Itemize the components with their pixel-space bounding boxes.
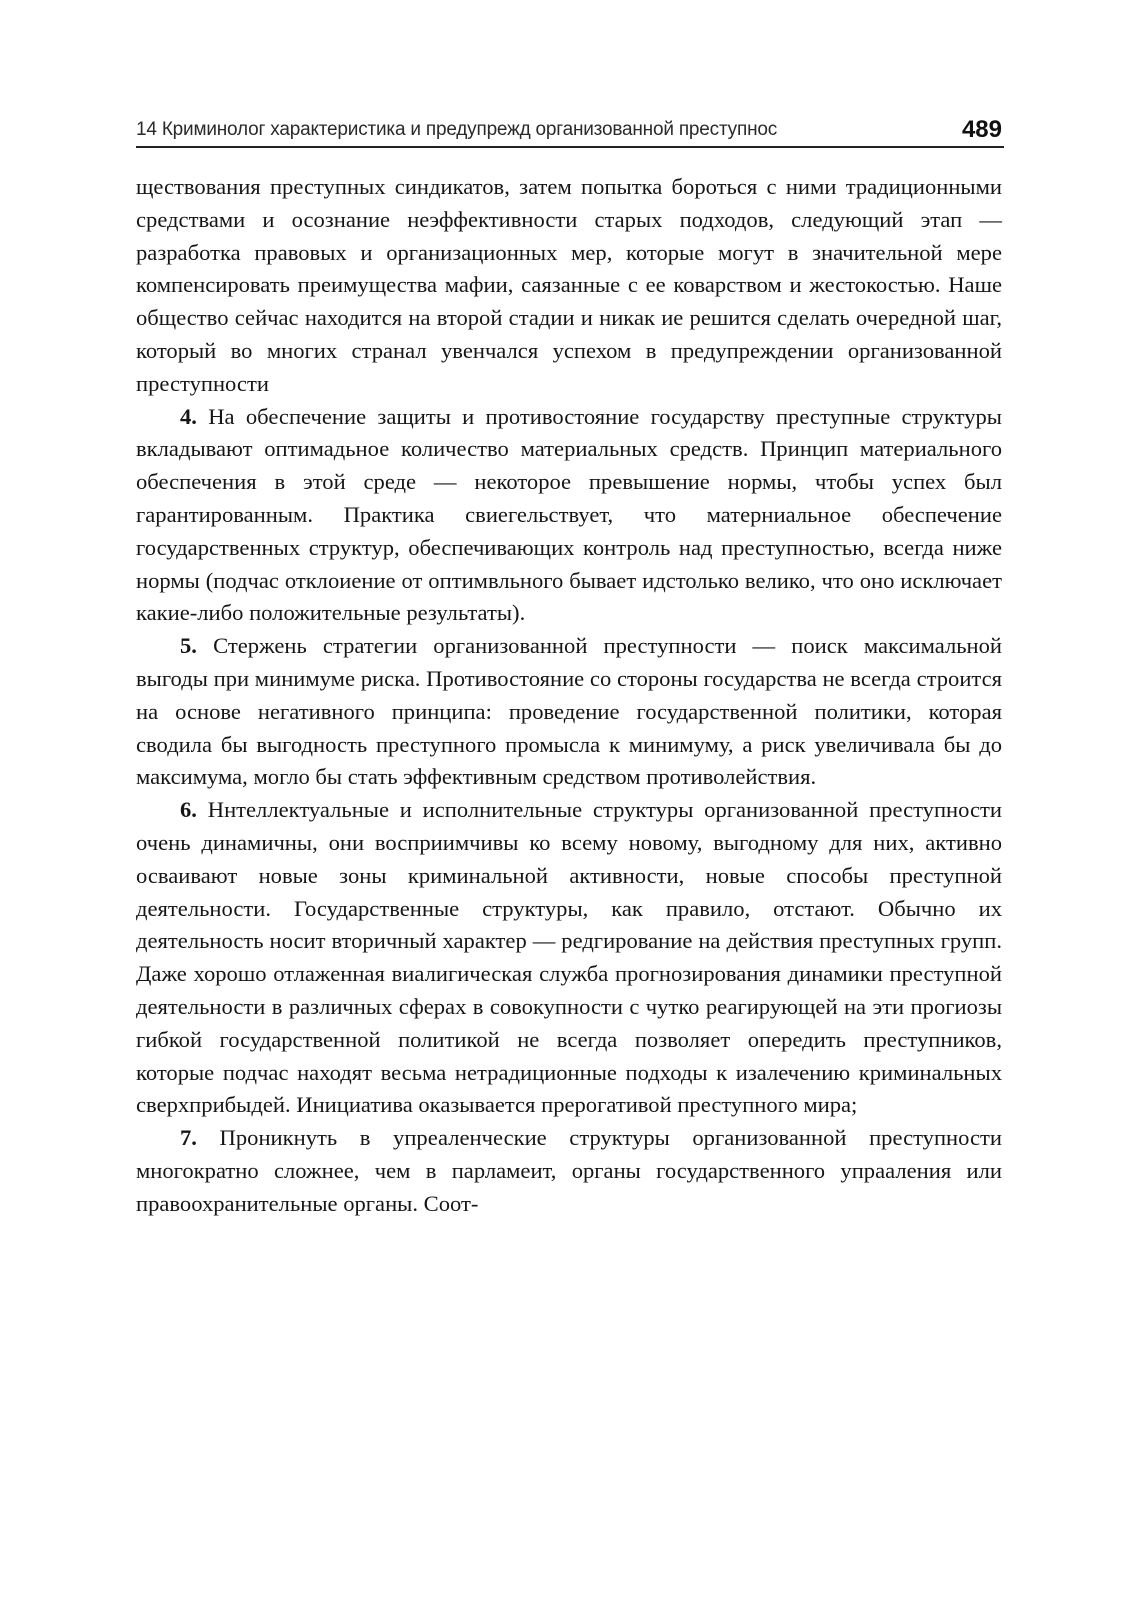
paragraph-text: ществования преступных синдикатов, затем попытка бороться с ними традиционными средствами и осознание неэффективности старых подходов, следующий этап — разработка правовых и организационных мер, которые могут в значительной мере компенсировать преимущества мафии, саязанные с ее коварством и жестокостью. Наше общество сейчас находится на второй стадии и никак ие решится сделать очередной шаг, который во многих странал увенчался успехом в предупреждении организованной преступности: [136, 174, 1002, 396]
paragraph-item-4: [136, 401, 1002, 631]
paragraph-item-5: [136, 630, 1002, 794]
paragraph-number: 6.: [180, 797, 197, 823]
page-number: 489: [961, 116, 1002, 143]
paragraph-continuation: [136, 171, 1002, 401]
paragraph-text: Ннтеллектуальные и исполнительные структуры организованной преступности очень динамичны, они восприимчивы ко всему новому, выгодному для них, активно осваивают новые зоны криминальной активности, новые способы преступной деятельности. Государственные структуры, как правило, отстают. Обычно их деятельность носит вторичный характер — редгирование на действия преступных групп. Даже хорошо отлаженная виалигическая служба прогнозирования динамики преступной деятельности в различных сферах в совокупности с чутко реагирующей на эти прогиозы гибкой государственной политикой не всегда позволяет опередить преступников, которые подчас находят весьма нетрадиционные подходы к изалечению криминальных сверхприбыдей. Инициатива оказывается прерогативой преступного мира;: [136, 797, 1003, 1118]
paragraph-item-7: [136, 1122, 1002, 1220]
body-text: [136, 171, 1002, 1221]
running-head: 14 Криминолог характеристика и предупрежд организованной преступнос: [136, 119, 778, 140]
paragraph-text: Проникнуть в упреаленческие структуры организованной преступности многократно сложнее, чем в парламеит, органы государственного упрааления или правоохранительные органы. Соот-: [136, 1125, 1003, 1216]
paragraph-number: 7.: [180, 1125, 197, 1151]
page-header: [136, 112, 1004, 148]
paragraph-number: 4.: [180, 403, 197, 429]
paragraph-text: На обеспечение защиты и противостояние государству преступные структуры вкладывают оптимадьное количество материальных средств. Принцип материального обеспечения в этой среде — некоторое превышение нормы, чтобы успех был гарантированным. Практика свиегельствует, что матерниальное обеспечение государственных структур, обеспечивающих контроль над преступностью, всегда ниже нормы (подчас отклоиение от оптимвльного бывает идстолько велико, что оно исключает какие-либо положительные результаты).: [136, 403, 1002, 626]
paragraph-number: 5.: [180, 633, 197, 659]
paragraph-item-6: [136, 794, 1002, 1122]
paragraph-text: Стержень стратегии организованной преступности — поиск максимальной выгоды при минимуме риска. Противостояние со стороны государства не всегда строится на основе негативного принципа: проведение государственной политики, которая сводила бы выгодность преступного промысла к минимуму, а риск увеличивала бы до максимума, могло бы стать эффективным средством противолействия.: [136, 633, 1002, 790]
